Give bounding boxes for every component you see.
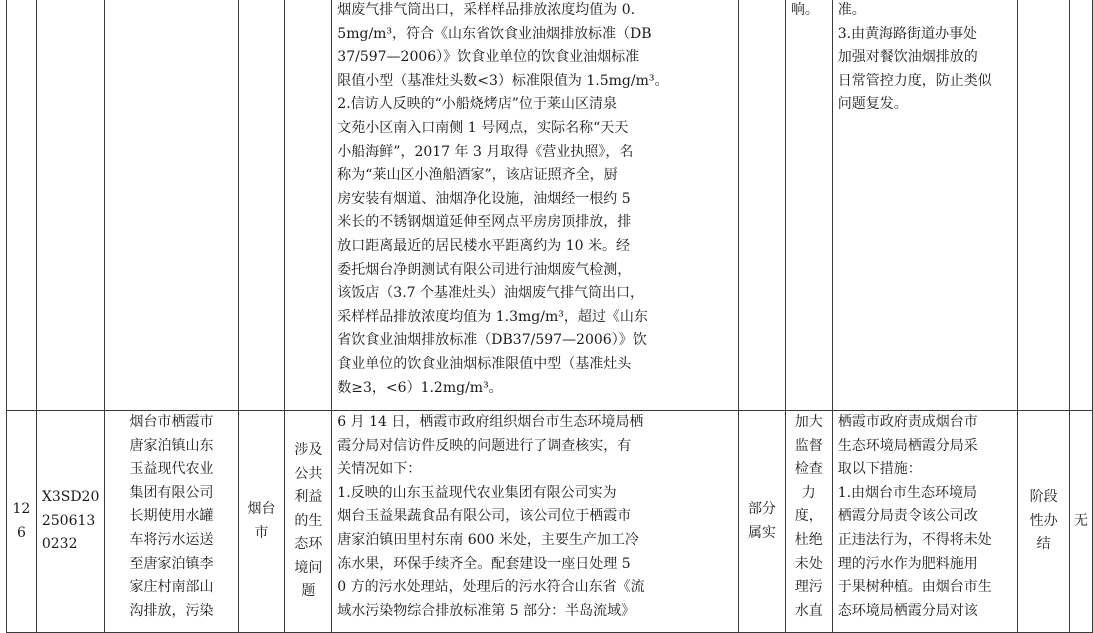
text-line: 度， <box>794 508 823 525</box>
cell-case-id <box>36 0 105 411</box>
cell-city <box>238 411 285 633</box>
text-line: 检查 <box>794 461 823 478</box>
text-line: 限值小型（基准灶头数<3）标准限值为 1.5mg/m³。 <box>337 72 669 89</box>
text-line: 小船海鲜”，2017 年 3 月取得《营业执照》，名 <box>337 143 634 160</box>
text-line: 水直 <box>794 602 823 619</box>
text-line: 文苑小区南入口南侧 1 号网点，实际名称“天天 <box>337 119 629 136</box>
cell-category <box>285 0 332 411</box>
text-line: 省饮食业油烟排放标准（DB37/597—2006）》饮 <box>337 332 647 349</box>
text-line: 加强对餐饮油烟排放的 <box>837 49 978 66</box>
text-line: 结 <box>1036 536 1051 553</box>
text-line: 于果树种植。由烟台市生 <box>837 579 992 596</box>
text-line: 监督 <box>794 437 823 454</box>
text-line: X3SD20 <box>41 489 100 506</box>
text-line: 市 <box>254 524 269 541</box>
text-line: 生态环境局栖霞分局采 <box>837 437 978 454</box>
table-row <box>7 411 1093 633</box>
text-line: 集团有限公司 <box>129 484 214 501</box>
text-line: 0232 <box>41 536 78 553</box>
cell-complaint <box>105 0 238 411</box>
text-line: 米长的不锈钢烟道延伸至网点平房房顶排放，排 <box>337 214 632 231</box>
text-line: 属实 <box>747 524 776 541</box>
text-line: 房安装有烟道、油烟净化设施，油烟经一根约 5 <box>337 190 631 207</box>
cell-status <box>1018 0 1070 411</box>
text-line: 霞分局对信访件反映的问题进行了调查核实，有 <box>337 437 632 454</box>
text-line: 域水污染物综合排放标准第 5 部分：半岛流域》 <box>337 602 636 619</box>
cell-city <box>238 0 285 411</box>
text-line: 2.信访人反映的“小船烧烤店”位于莱山区清泉 <box>337 96 617 113</box>
text-line: 家庄村南部山 <box>129 579 214 596</box>
cell-accountability <box>1070 411 1093 633</box>
cell-no <box>7 0 37 411</box>
text-line: 境问 <box>294 559 323 576</box>
text-line: 1.由烟台市生态环境局 <box>837 484 978 501</box>
text-line: 阶段 <box>1029 489 1058 506</box>
text-line: 3.由黄海路街道办事处 <box>837 25 978 42</box>
text-line: 关情况如下： <box>337 461 422 478</box>
text-line: 响。 <box>790 2 819 18</box>
cell-complaint <box>105 411 238 633</box>
text-line: 数≥3，<6）1.2mg/m³。 <box>337 379 503 396</box>
text-line: 理的污水作为肥料施用 <box>837 555 978 572</box>
text-line: 烟台 <box>247 500 276 517</box>
text-line: 至唐家泊镇李 <box>129 555 214 572</box>
text-line: 烟废气排气筒出口，采样样品排放浓度均值为 0. <box>337 2 636 18</box>
text-line: 1.反映的山东玉益现代农业集团有限公司实为 <box>337 484 617 501</box>
text-line: 唐家泊镇山东 <box>129 437 214 454</box>
text-line: 12 <box>12 500 31 517</box>
cell-measures <box>832 411 1018 633</box>
petition-table <box>6 0 1093 633</box>
text-line: 该饭店（3.7 个基准灶头）油烟废气排气筒出口， <box>337 285 645 302</box>
text-line: 涉及 <box>294 441 323 458</box>
text-line: 日常管控力度，防止类似 <box>837 72 992 89</box>
text-line: 理污 <box>794 579 823 596</box>
text-line: 放口距离最近的居民楼水平距离约为 10 米。经 <box>337 237 631 254</box>
cell-verdict <box>739 0 786 411</box>
text-line: 委托烟台净朗测试有限公司进行油烟废气检测， <box>337 261 632 278</box>
cell-accountability <box>1070 0 1093 411</box>
text-line: 题 <box>301 583 316 600</box>
text-line: 正违法行为，不得将未处 <box>837 531 992 548</box>
text-line: 5mg/m³，符合《山东省饮食业油烟排放标准（DB <box>337 25 652 42</box>
cell-measures <box>832 0 1018 411</box>
text-line: 利益 <box>294 489 323 506</box>
text-line: 性办 <box>1029 512 1058 529</box>
cell-case-id <box>36 411 105 633</box>
cell-status <box>1018 411 1070 633</box>
text-line: 栖霞市政府责成烟台市 <box>837 414 978 430</box>
text-line: 未处 <box>794 555 823 572</box>
text-line: 0 方的污水处理站，处理后的污水符合山东省《流 <box>337 579 645 596</box>
text-line: 唐家泊镇田里村东南 600 米处，主要生产加工冷 <box>337 531 639 548</box>
text-line: 烟台市栖霞市 <box>129 414 214 430</box>
text-line: 烟台玉益果蔬食品有限公司，该公司位于栖霞市 <box>337 508 632 525</box>
text-line: 6 月 14 日，栖霞市政府组织烟台市生态环境局栖 <box>337 414 644 430</box>
text-line: 玉益现代农业 <box>129 461 214 478</box>
text-line: 冻水果，环保手续齐全。配套建设一座日处理 5 <box>337 555 631 572</box>
text-line: 栖霞分局责令该公司改 <box>837 508 978 525</box>
text-line: 态环境局栖霞分局对该 <box>837 602 978 619</box>
text-line: 食业单位的饮食业油烟标准限值中型（基准灶头 <box>337 355 632 372</box>
text-line: 杜绝 <box>794 531 823 548</box>
cell-category <box>285 411 332 633</box>
text-line: 的生 <box>294 512 323 529</box>
cell-process <box>332 411 739 633</box>
text-line: 问题复发。 <box>837 96 908 113</box>
text-line: 力 <box>801 484 816 501</box>
text-line: 采样样品排放浓度均值为 1.3mg/m³，超过《山东 <box>337 308 648 325</box>
text-line: 态环 <box>294 536 323 553</box>
cell-process <box>332 0 739 411</box>
text-line: 6 <box>16 524 26 541</box>
cell-verdict <box>739 411 786 633</box>
table-row <box>7 0 1093 411</box>
cell-effect <box>785 0 832 411</box>
text-line: 公共 <box>294 465 323 482</box>
cell-no <box>7 411 37 633</box>
text-line: 准。 <box>837 2 866 18</box>
text-line: 37/597—2006）》饮食业单位的饮食业油烟标准 <box>337 49 640 66</box>
text-line: 加大 <box>794 414 823 430</box>
text-line: 长期使用水罐 <box>129 508 214 525</box>
cell-effect <box>785 411 832 633</box>
text-line: 部分 <box>747 500 776 517</box>
text-line: 250613 <box>41 512 96 529</box>
text-line: 无 <box>1074 512 1089 529</box>
text-line: 沟排放，污染 <box>129 602 214 619</box>
text-line: 称为“莱山区小渔船酒家”，该店证照齐全，厨 <box>337 167 618 184</box>
text-line: 取以下措施： <box>837 461 922 478</box>
text-line: 车将污水运送 <box>129 531 214 548</box>
